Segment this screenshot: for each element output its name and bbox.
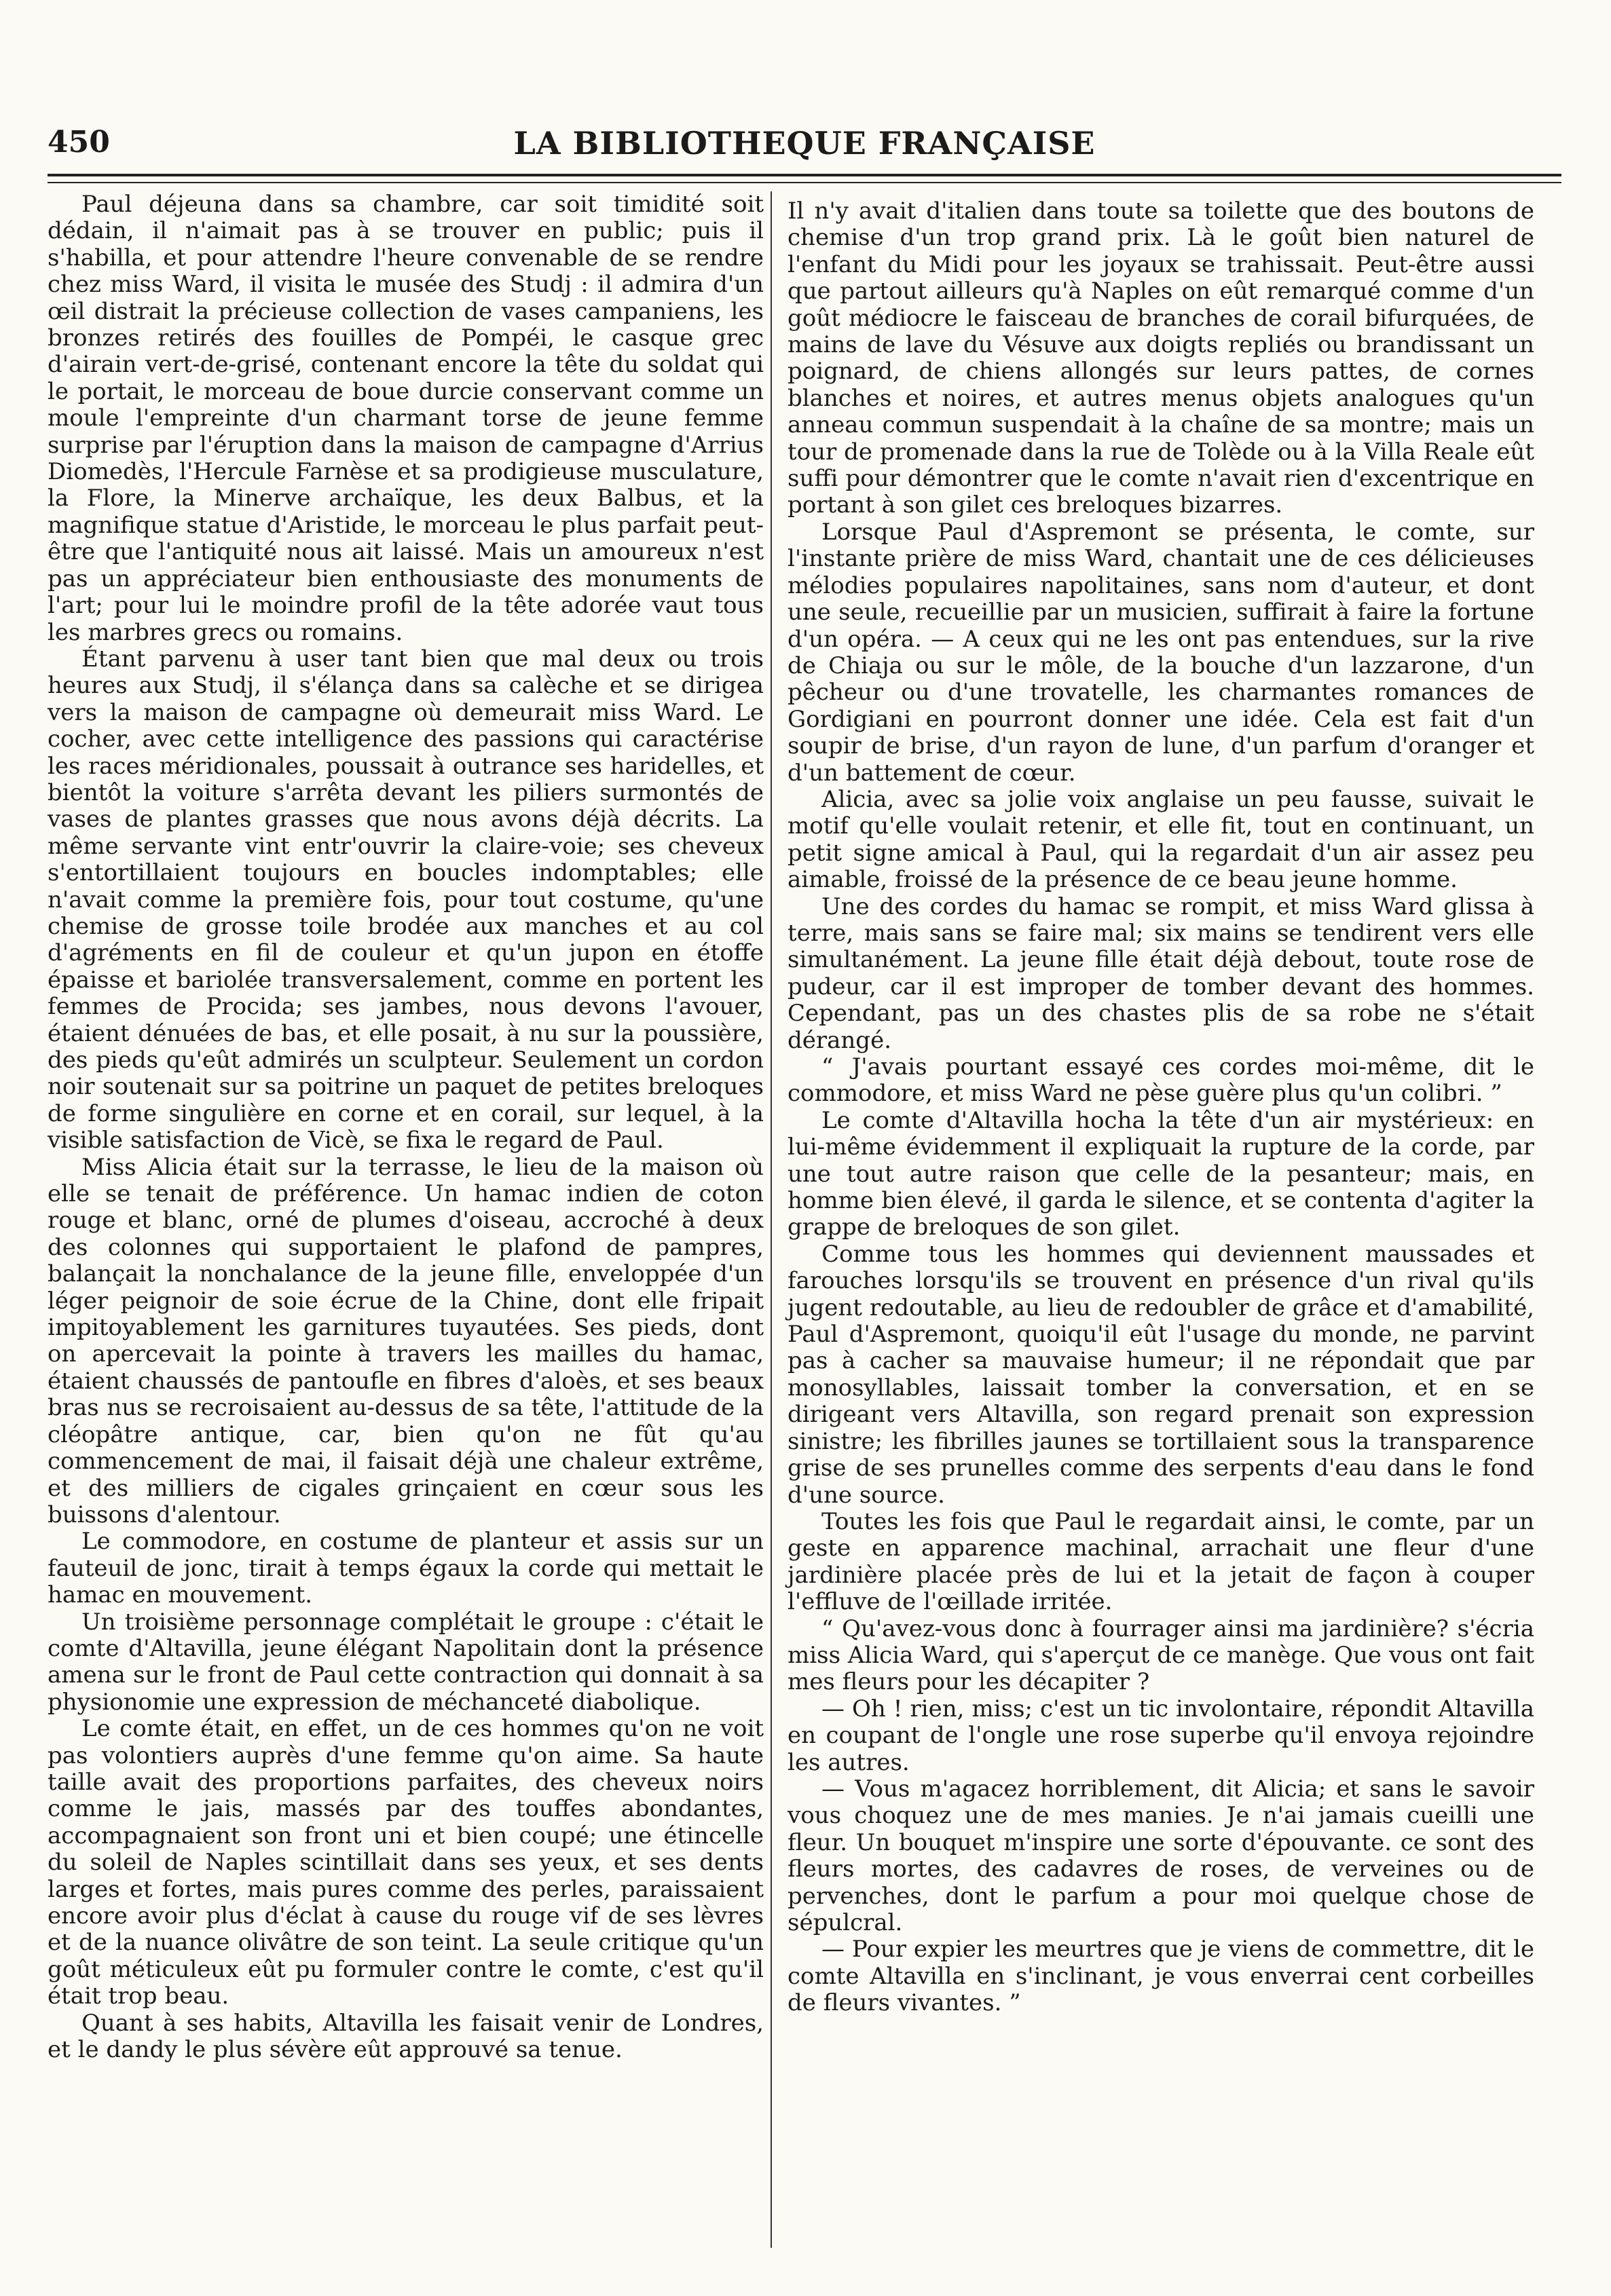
paragraph: — Vous m'agacez horriblement, dit Alicia; et sans le savoir vous choquez une de mes manies. Je n'ai jamais cueilli une fleur. Un bouquet m'inspire une sorte d'épouvante. ce sont des fleurs mortes, des cadavres de roses, de verveines ou de pervenches, dont le parfum a pour moi quelque chose de sépulcral. (788, 1775, 1534, 1936)
paragraph: Étant parvenu à user tant bien que mal deux ou trois heures aux Studj, il s'élança dans sa calèche et se dirigea vers la maison de campagne où demeurait miss Ward. Le cocher, avec cette intelligence des passions qui caractérise les races méridionales, poussait à outrance ses haridelles, et bientôt la voiture s'arrêta devant les piliers surmontés de vases de plantes grasses que nous avons déjà décrits. La même servante vint entr'ouvrir la claire-voie; ses cheveux s'entortillaient toujours en boucles indomptables; elle n'avait comme la première fois, pour tout costume, qu'une chemise de grosse toile brodée aux manches et au col d'agréments en fil de couleur et qu'un jupon en étoffe épaisse et bariolée transversalement, comme en portent les femmes de Procida; ses jambes, nous devons l'avouer, étaient dénuées de bas, et elle posait, à nu sur la poussière, des pieds qu'eût admirés un sculpteur. Seulement un cordon noir soutenait sur sa poitrine un paquet de petites breloques de forme singulière en corne et en corail, sur lequel, à la visible satisfaction de Vicè, se fixa le regard de Paul. (48, 645, 764, 1154)
paragraph: — Pour expier les meurtres que je viens de commettre, dit le comte Altavilla en s'inclinant, je vous enverrai cent corbeilles de fleurs vivantes. ” (788, 1936, 1534, 2017)
paragraph: “ Qu'avez-vous donc à fourrager ainsi ma jardinière? s'écria miss Alicia Ward, qui s'aperçut de ce manège. Que vous ont fait mes fleurs pour les décapiter ? (788, 1615, 1534, 1696)
left-column (48, 191, 764, 2063)
column-divider (771, 191, 772, 2248)
paragraph: Comme tous les hommes qui deviennent maussades et farouches lorsqu'ils se trouvent en présence d'un rival qu'ils jugent redoutable, au lieu de redoubler de grâce et d'amabilité, Paul d'Aspremont, quoiqu'il eût l'usage du monde, ne parvint pas à cacher sa mauvaise humeur; il ne répondait que par monosyllables, laissait tomber la conversation, et en se dirigeant vers Altavilla, son regard prenait son expression sinistre; les fibrilles jaunes se tortillaient sous la transparence grise de ses prunelles comme des serpents d'eau dans le fond d'une source. (788, 1240, 1534, 1509)
paragraph: — Oh ! rien, miss; c'est un tic involontaire, répondit Altavilla en coupant de l'ongle une rose superbe qu'il envoya rejoindre les autres. (788, 1695, 1534, 1776)
paragraph: Une des cordes du hamac se rompit, et miss Ward glissa à terre, mais sans se faire mal; six mains se tendirent vers elle simultanément. La jeune fille était déjà debout, toute rose de pudeur, car il est improper de tomber devant des hommes. Cependant, pas un des chastes plis de sa robe ne s'était dérangé. (788, 892, 1534, 1054)
paragraph: Lorsque Paul d'Aspremont se présenta, le comte, sur l'instante prière de miss Ward, chantait une de ces délicieuses mélodies populaires napolitaines, sans nom d'auteur, et dont une seule, recueillie par un musicien, suffirait à faire la fortune d'un opéra. — A ceux qui ne les ont pas entendues, sur la rive de Chiaja ou sur le môle, de la bouche d'un lazzarone, d'un pêcheur ou d'une trovatelle, les charmantes romances de Gordigiani en pourront donner une idée. Cela est fait d'un soupir de brise, d'un rayon de lune, d'un parfum d'oranger et d'un battement de cœur. (788, 518, 1534, 787)
paragraph: Le comte était, en effet, un de ces hommes qu'on ne voit pas volontiers auprès d'une femme qu'on aime. Sa haute taille avait des proportions parfaites, des cheveux noirs comme le jais, massés par des touffes abondantes, accompagnaient son front uni et bien coupé; une étincelle du soleil de Naples scintillait dans ses yeux, et ses dents larges et fortes, mais pures comme des perles, paraissaient encore avoir plus d'éclat à cause du rouge vif de ses lèvres et de la nuance olivâtre de son teint. La seule critique qu'un goût méticuleux eût pu formuler contre le comte, c'est qu'il était trop beau. (48, 1715, 764, 2010)
paragraph: Paul déjeuna dans sa chambre, car soit timidité soit dédain, il n'aimait pas à se trouver en public; puis il s'habilla, et pour attendre l'heure convenable de se rendre chez miss Ward, il visita le musée des Studj : il admira d'un œil distrait la précieuse collection de vases campaniens, les bronzes retirés des fouilles de Pompéi, le casque grec d'airain vert-de-grisé, contenant encore la tête du soldat qui le portait, le morceau de boue durcie conservant comme un moule l'empreinte d'un charmant torse de jeune femme surprise par l'éruption dans la maison de campagne d'Arrius Diomedès, l'Hercule Farnèse et sa prodigieuse musculature, la Flore, la Minerve archaïque, les deux Balbus, et la magnifique statue d'Aristide, le morceau le plus parfait peut-être que l'antiquité nous ait laissé. Mais un amoureux n'est pas un appréciateur bien enthousiaste des monuments de l'art; pour lui le moindre profil de la tête adorée vaut tous les marbres grecs ou romains. (48, 191, 764, 646)
running-title: LA BIBLIOTHEQUE FRANÇAISE (513, 125, 1096, 162)
paragraph: Quant à ses habits, Altavilla les faisait venir de Londres, et le dandy le plus sévère eût approuvé sa tenue. (48, 2009, 764, 2064)
page-number: 450 (48, 125, 110, 159)
paragraph: Un troisième personnage complétait le groupe : c'était le comte d'Altavilla, jeune élégant Napolitain dont la présence amena sur le front de Paul cette contraction qui donnait à sa physionomie une expression de méchanceté diabolique. (48, 1608, 764, 1716)
right-column (788, 198, 1534, 2017)
paragraph: Le comte d'Altavilla hocha la tête d'un air mystérieux: en lui-même évidemment il expliquait la rupture de la corde, par une tout autre raison que celle de la pesanteur; mais, en homme bien élevé, il garda le silence, et se contenta d'agiter la grappe de breloques de son gilet. (788, 1106, 1534, 1241)
paragraph: Toutes les fois que Paul le regardait ainsi, le comte, par un geste en apparence machinal, arrachait une fleur d'une jardinière placée près de lui et la jetait de façon à couper l'effluve de l'œillade irritée. (788, 1507, 1534, 1616)
paragraph: Il n'y avait d'italien dans toute sa toilette que des boutons de chemise d'un trop grand prix. Là le goût bien naturel de l'enfant du Midi pour les joyaux se trahissait. Peut-être aussi que partout ailleurs qu'à Naples on eût remarqué comme d'un goût médiocre le faisceau de branches de corail bifurquées, de mains de lave du Vésuve aux doigts repliés ou brandissant un poignard, de chiens allongés sur leurs pattes, de cornes blanches et noires, et autres menus objets analogues qu'un anneau commun suspendait à la chaîne de sa montre; mais un tour de promenade dans la rue de Tolède ou à la Villa Reale eût suffi pour démontrer que le comte n'avait rien d'excentrique en portant à son gilet ces breloques bizarres. (788, 197, 1534, 519)
paragraph: “ J'avais pourtant essayé ces cordes moi-même, dit le commodore, et miss Ward ne pèse guère plus qu'un colibri. ” (788, 1053, 1534, 1108)
page-header (48, 121, 1561, 168)
header-rule-thick (48, 174, 1561, 176)
paragraph: Miss Alicia était sur la terrasse, le lieu de la maison où elle se tenait de préférence. Un hamac indien de coton rouge et blanc, orné de plumes d'oiseau, accroché à deux des colonnes qui supportaient le plafond de pampres, balançait la nonchalance de la jeune fille, enveloppée d'un léger peignoir de soie écrue de la Chine, dont elle fripait impitoyablement les garnitures tuyautées. Ses pieds, dont on apercevait la pointe à travers les mailles du hamac, étaient chaussés de pantoufle en fibres d'aloès, et ses beaux bras nus se recroisaient au-dessus de sa tête, l'attitude de la cléopâtre antique, car, bien qu'on ne fût qu'au commencement de mai, il faisait déjà une chaleur extrême, et des milliers de cigales grinçaient en cœur sous les buissons d'alentour. (48, 1153, 764, 1528)
paragraph: Alicia, avec sa jolie voix anglaise un peu fausse, suivait le motif qu'elle voulait retenir, et elle fit, tout en continuant, un petit signe amical à Paul, qui la regardait d'un air assez peu aimable, froissé de la présence de ce beau jeune homme. (788, 785, 1534, 894)
paragraph: Le commodore, en costume de planteur et assis sur un fauteuil de jonc, tirait à temps égaux la corde qui mettait le hamac en mouvement. (48, 1528, 764, 1609)
header-rule-thin (48, 182, 1561, 183)
